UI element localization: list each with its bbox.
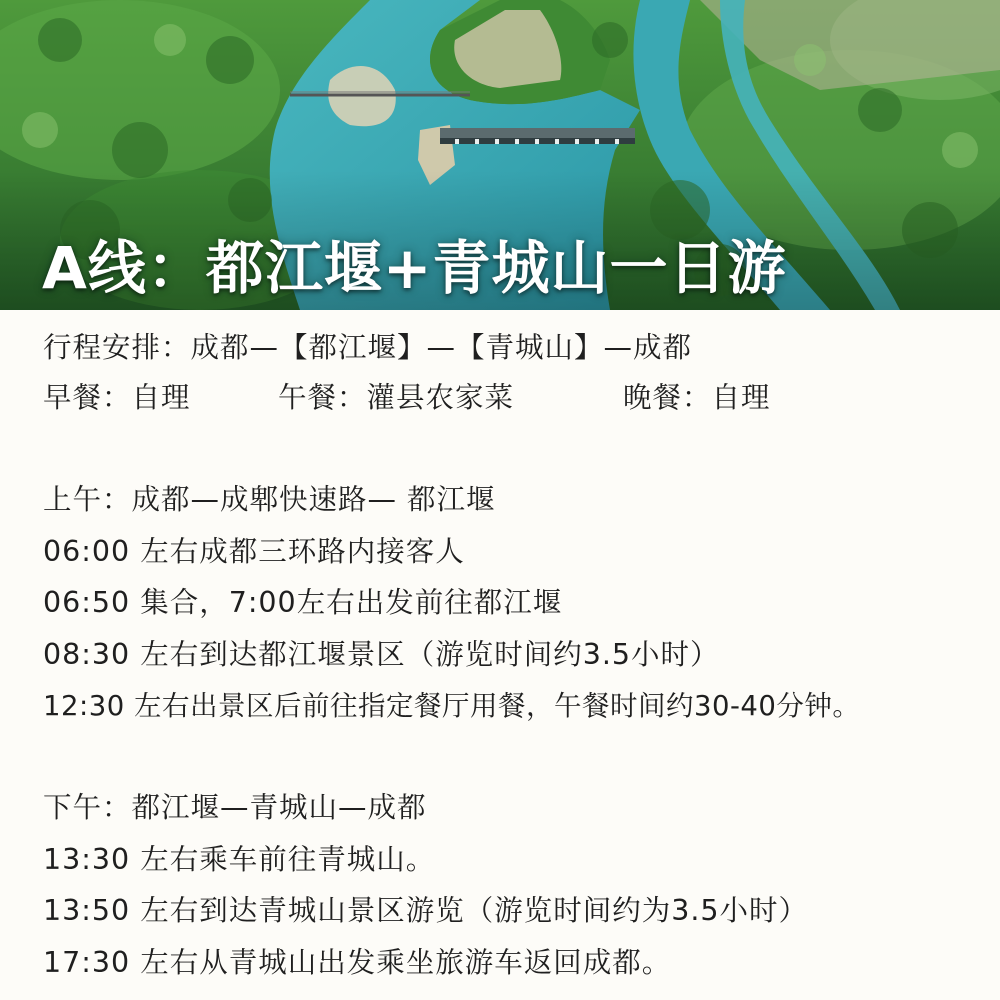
hero-banner	[0, 0, 1000, 310]
schedule-item: 13:30 左右乘车前往青城山。	[43, 843, 436, 876]
route-line: 行程安排：成都—【都江堰】—【青城山】—成都	[43, 331, 693, 364]
itinerary-content	[0, 310, 1000, 1000]
schedule-item: 06:00 左右成都三环路内接客人	[43, 535, 465, 568]
schedule-item: 17:30 左右从青城山出发乘坐旅游车返回成都。	[43, 946, 672, 979]
schedule-item: 13:50 左右到达青城山景区游览（游览时间约为3.5小时）	[43, 894, 809, 927]
schedule-item: 08:30 左右到达都江堰景区（游览时间约3.5小时）	[43, 638, 720, 671]
schedule-item: 06:50 集合，7:00左右出发前往都江堰	[43, 586, 563, 619]
hero-title: A线：都江堰+青城山一日游	[42, 234, 787, 302]
dinner-text: 晚餐：自理	[623, 381, 771, 414]
afternoon-heading: 下午：都江堰—青城山—成都	[43, 791, 427, 824]
schedule-item: 12:30 左右出景区后前往指定餐厅用餐，午餐时间约30-40分钟。	[43, 690, 861, 722]
breakfast-text: 早餐：自理	[43, 381, 191, 414]
lunch-text: 午餐：灌县农家菜	[278, 381, 515, 414]
morning-heading: 上午：成都—成郫快速路— 都江堰	[43, 483, 496, 516]
